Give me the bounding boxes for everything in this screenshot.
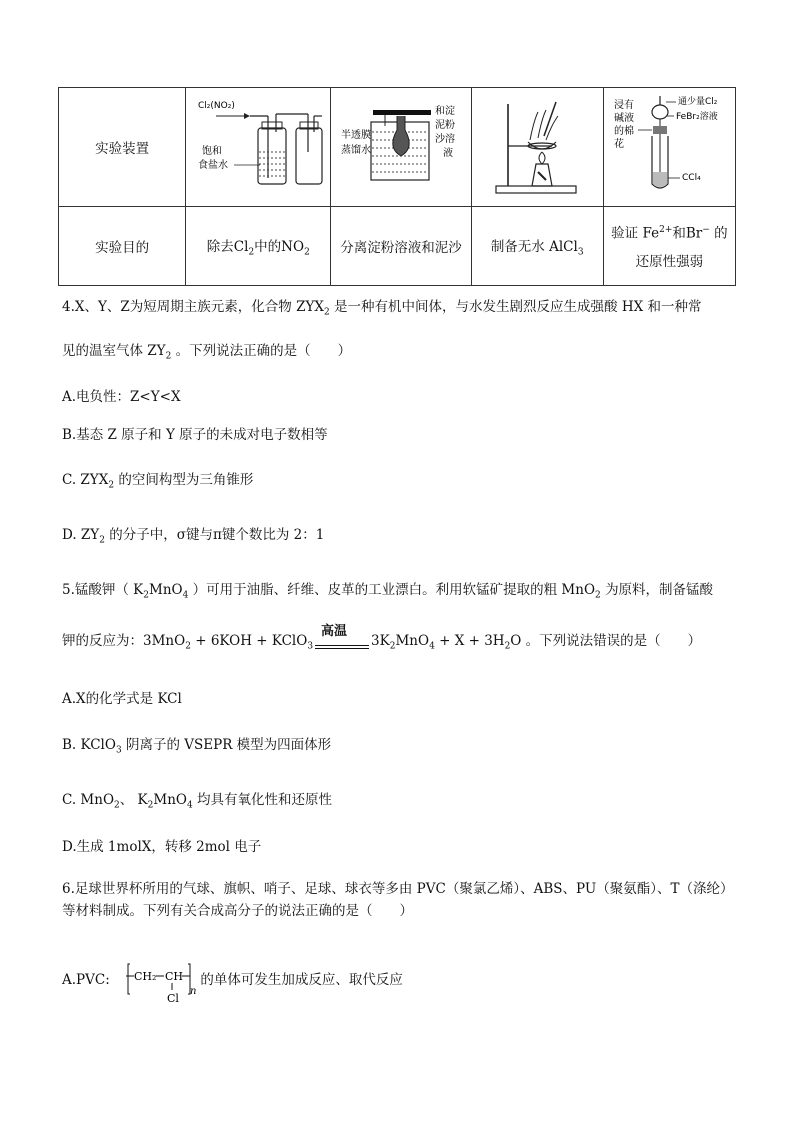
- dialysis-apparatus-figure: [333, 92, 469, 202]
- q4-option-c: C. $ZYX_2$ 的空间构型为三角锥形: [62, 472, 254, 491]
- q5-option-a: A.X的化学式是 KCl: [62, 691, 182, 707]
- label-left-4: 花: [614, 139, 625, 150]
- q5-line1-c: 为原料，制备锰酸: [605, 582, 714, 598]
- label-distilled-water: 蒸馏水: [340, 145, 371, 156]
- q5-c-b: 均具有氧化性和还原性: [197, 792, 333, 808]
- q6-stem-line1: 6.足球世界杯所用的气球、旗帜、哨子、足球、球衣等多由 PVC（聚氯乙烯）、ABS、PU（聚氨酯）、T（涤纶）: [62, 881, 734, 897]
- q4-option-b: B.基态 Z 原子和 Y 原子的未成对电子数相等: [62, 427, 328, 443]
- q5-stem-line1: 5.锰酸钾（ $K_2MnO_4$ ）可用于油脂、纤维、皮革的工业漂白。利用软锰矿提取的粗 MnO$_2$ 为原料，制备锰酸: [62, 582, 714, 601]
- q4-option-a: A.电负性：Z<Y<X: [62, 389, 181, 405]
- apparatus-a-cell: [186, 88, 331, 207]
- apparatus-a-liquid-label-1: 饱和: [202, 146, 223, 157]
- purpose-d-text-1: 验证: [611, 225, 639, 242]
- q5-line1-b: ）可用于油脂、纤维、皮革的工业漂白。利用软锰矿提取的粗: [192, 582, 558, 598]
- q4-line2-a: 见的温室气体: [62, 343, 143, 359]
- purpose-a: 除去$Cl_2$中的$NO_2$: [186, 207, 331, 286]
- reaction-arrow: [313, 623, 371, 656]
- q4-option-d: D. $ZY_2$ 的分子中，σ键与π键个数比为 2：1: [62, 527, 325, 546]
- svg-text:CH: CH: [165, 970, 184, 983]
- q6-option-a: [62, 960, 403, 1006]
- purpose-a-text-1: 除去: [206, 238, 234, 255]
- label-pass-cl2: 通少量Cl₂: [678, 97, 718, 107]
- purpose-row: [59, 207, 736, 286]
- q4-stem-line2: 见的温室气体 $ZY_2$ 。下列说法正确的是（ ）: [62, 343, 352, 362]
- svg-text:n: n: [190, 986, 197, 997]
- apparatus-a-liquid-label-2: 食盐水: [198, 160, 229, 171]
- q5-option-d: D.生成 1molX，转移 2mol 电子: [62, 839, 262, 855]
- purpose-d-text-4: 还原性强弱: [635, 253, 704, 270]
- label-right-4: 液: [442, 148, 453, 159]
- label-ccl4: CCl₄: [682, 173, 702, 183]
- svg-text:CH₂: CH₂: [134, 970, 157, 983]
- row-header-purpose: 实验目的: [59, 207, 186, 286]
- q6-stem-line2: 等材料制成。下列有关合成高分子的说法正确的是（ ）: [62, 903, 413, 919]
- label-right-3: 沙溶: [434, 134, 455, 145]
- q5-option-b: B. KClO$_3$ 阴离子的 VSEPR 模型为四面体形: [62, 737, 332, 756]
- apparatus-row: [59, 88, 736, 207]
- q4-line1-a: 4.X、Y、Z为短周期主族元素，化合物: [62, 299, 292, 315]
- q6-a-prefix: A.PVC:: [62, 972, 110, 988]
- purpose-c-text: 制备无水: [490, 238, 545, 255]
- q4-c-a: C.: [62, 472, 77, 488]
- wash-bottle-apparatus-figure: [188, 92, 328, 202]
- purpose-d-text-2: 和: [672, 225, 686, 242]
- purpose-d: 验证 $Fe^{2+}$和Br− 的 还原性强弱: [603, 207, 735, 286]
- q4-c-b: 的空间构型为三角锥形: [118, 472, 254, 488]
- q5-stem-line2: 钾的反应为：3MnO$_2$ + 6KOH + KClO$_3$ 高温 $3K_2MnO_4 + X + 3H_2O$ 。下列说法错误的是（ ）: [62, 632, 701, 656]
- apparatus-d-cell: [603, 88, 735, 207]
- q4-stem-line1: 4.X、Y、Z为短周期主族元素，化合物 $ZYX_2$ 是一种有机中间体，与水发生剧烈反应生成强酸 HX 和一种常: [62, 299, 702, 318]
- q4-line1-b: 是一种有机中间体，与水发生剧烈反应生成强酸 HX 和一种常: [334, 299, 702, 315]
- q4-d-a: D.: [62, 527, 77, 543]
- test-tube-apparatus-figure: [604, 92, 734, 202]
- svg-text:Cl: Cl: [167, 992, 179, 1005]
- q5-b-a: B.: [62, 737, 77, 753]
- reaction-condition: 高温: [321, 623, 348, 639]
- q4-line2-b: 。下列说法正确的是（ ）: [175, 343, 352, 359]
- purpose-b: 分离淀粉溶液和泥沙: [331, 207, 471, 286]
- label-left-1: 浸有: [614, 100, 635, 111]
- apparatus-b-cell: [331, 88, 471, 207]
- q5-line2-b: 。下列说法错误的是（ ）: [525, 633, 702, 649]
- label-left-3: 的棉: [614, 126, 635, 137]
- evaporation-apparatus-figure: [472, 92, 602, 202]
- q5-option-c: C. MnO$_2$、 $K_2MnO_4$ 均具有氧化性和还原性: [62, 792, 333, 811]
- apparatus-a-gas-label: Cl₂(NO₂): [198, 101, 236, 111]
- q4-d-b: 的分子中，σ键与π键个数比为 2：1: [109, 527, 325, 543]
- q5-line1-a: 5.锰酸钾（: [62, 582, 129, 598]
- experiment-table: [58, 87, 736, 286]
- q6-a-suffix: 的单体可发生加成反应、取代反应: [200, 972, 403, 988]
- q5-b-b: 阴离子的 VSEPR 模型为四面体形: [125, 737, 332, 753]
- label-right-1: 和淀: [434, 106, 455, 117]
- label-right-2: 泥粉: [434, 120, 455, 131]
- purpose-a-text-2: 中的: [254, 238, 282, 255]
- q5-line2-a: 钾的反应为：: [62, 633, 143, 649]
- label-febr2-solution: FeBr₂溶液: [676, 112, 719, 122]
- purpose-c: 制备无水 AlCl$_3$: [471, 207, 603, 286]
- apparatus-c-cell: [471, 88, 603, 207]
- label-left-2: 碱液: [614, 113, 635, 124]
- label-semipermeable-membrane: 半透膜: [340, 130, 371, 141]
- pvc-structure-figure: [124, 960, 196, 1006]
- purpose-d-text-3: 的: [714, 225, 728, 242]
- row-header-apparatus: 实验装置: [59, 88, 186, 207]
- q5-c-a: C.: [62, 792, 77, 808]
